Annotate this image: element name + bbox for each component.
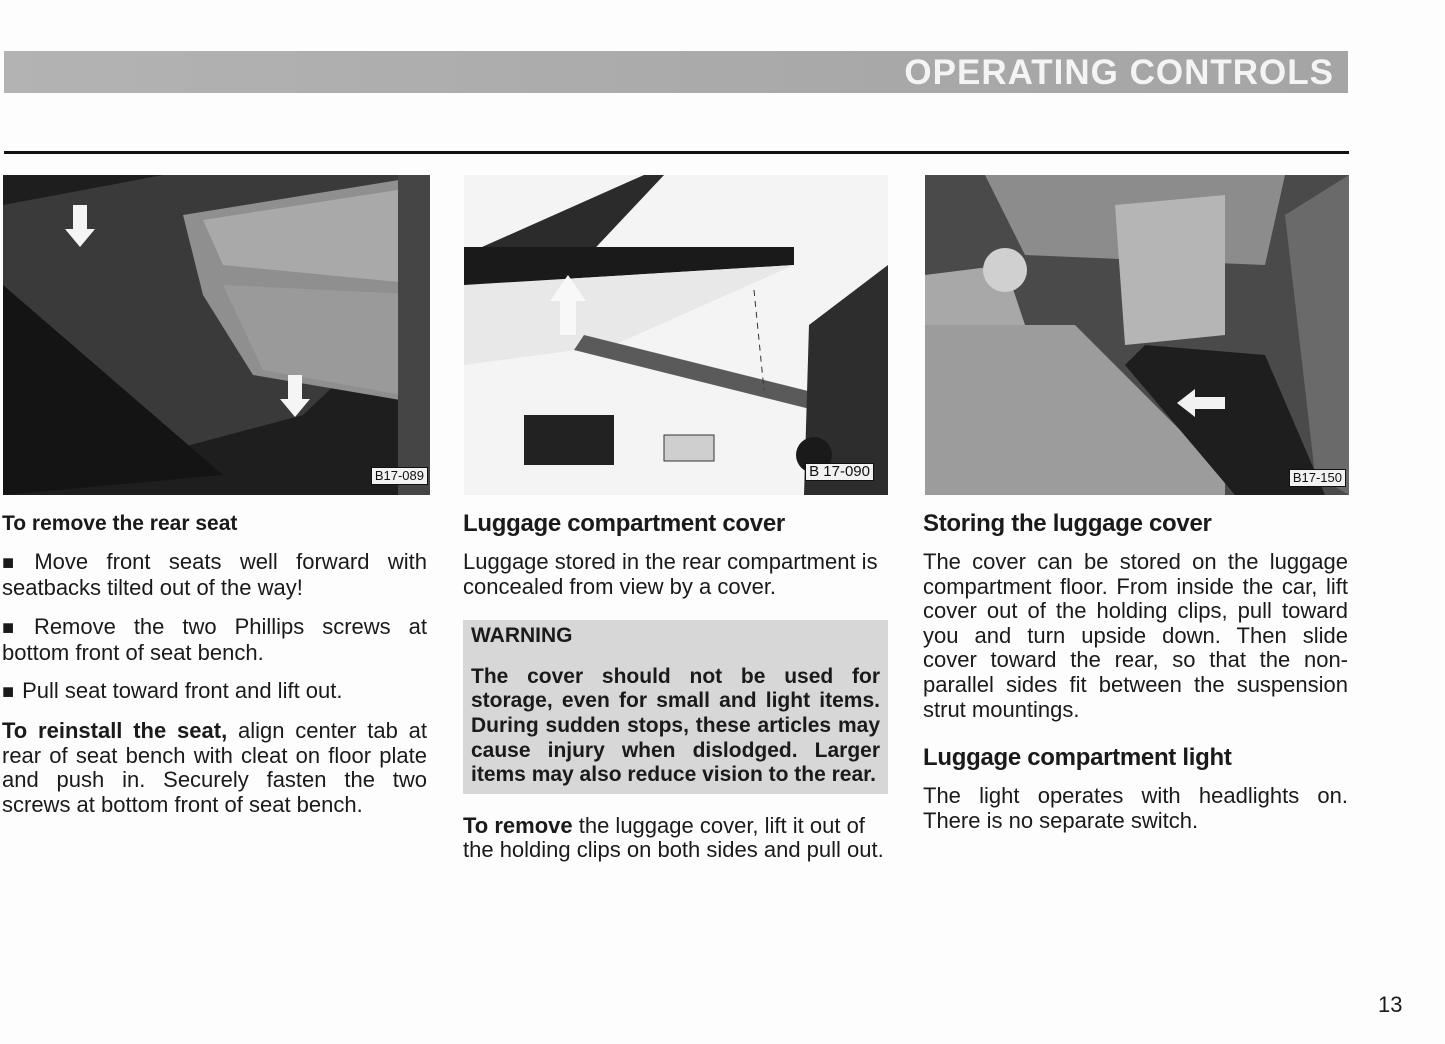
- column-storing-cover: [923, 510, 1348, 833]
- reinstall-lead: To reinstall the seat,: [2, 717, 228, 743]
- remove-cover-text: the luggage cover, lift it out of the holding clips on both sides and pull out.: [463, 812, 884, 863]
- rear-seat-photo: [3, 175, 430, 495]
- page-number: 13: [1378, 992, 1403, 1017]
- warning-title: WARNING: [471, 624, 573, 648]
- storing-cover-heading: Storing the luggage cover: [923, 510, 1212, 537]
- remove-cover-lead: To remove: [463, 812, 573, 838]
- section-title: OPERATING CONTROLS: [904, 53, 1334, 92]
- header-rule: [4, 151, 1349, 154]
- compartment-light-text: The light operates with headlights on. There is no separate switch.: [923, 783, 1348, 833]
- luggage-cover-photo: [464, 175, 888, 495]
- luggage-cover-intro: Luggage stored in the rear compartment is concealed from view by a cover.: [463, 549, 878, 599]
- compartment-light-heading: Luggage compartment light: [923, 744, 1232, 772]
- reinstall-text: align center tab at rear of seat bench with cleat on floor plate and push in. Securely fasten the two screws at bottom front of seat bench.: [2, 717, 427, 817]
- figure-label: B 17-090: [805, 463, 874, 481]
- header-band: [4, 51, 1348, 93]
- column-remove-seat: [2, 512, 427, 817]
- warning-text: The cover should not be used for storage, even for small and light items. During sudden stops, these articles may cause injury when dislodged. Larger items may also reduce vision to the rear.: [471, 664, 880, 787]
- bullet-item: ■ Pull seat toward front and lift out.: [2, 679, 427, 705]
- reinstall-paragraph: [2, 719, 427, 817]
- bullet-item: ■ Remove the two Phillips screws at bottom front of seat bench.: [2, 615, 427, 665]
- figure-label: B17-150: [1289, 469, 1346, 487]
- storing-cover-text: The cover can be stored on the luggage compartment floor. From inside the car, lift cover out of the holding clips, pull toward you and turn upside down. Then slide cover toward the rear, so that the non-parallel sides fit between the suspension strut mountings.: [923, 549, 1348, 722]
- luggage-cover-heading: Luggage compartment cover: [463, 510, 785, 537]
- column-luggage-cover: [463, 510, 888, 863]
- warning-box: [463, 620, 888, 794]
- remove-seat-heading: To remove the rear seat: [2, 512, 238, 535]
- stored-cover-photo: [925, 175, 1349, 495]
- bullet-item: ■ Move front seats well forward with seatbacks tilted out of the way!: [2, 550, 427, 600]
- figure-label: B17-089: [371, 467, 428, 485]
- remove-cover-paragraph: [463, 814, 888, 863]
